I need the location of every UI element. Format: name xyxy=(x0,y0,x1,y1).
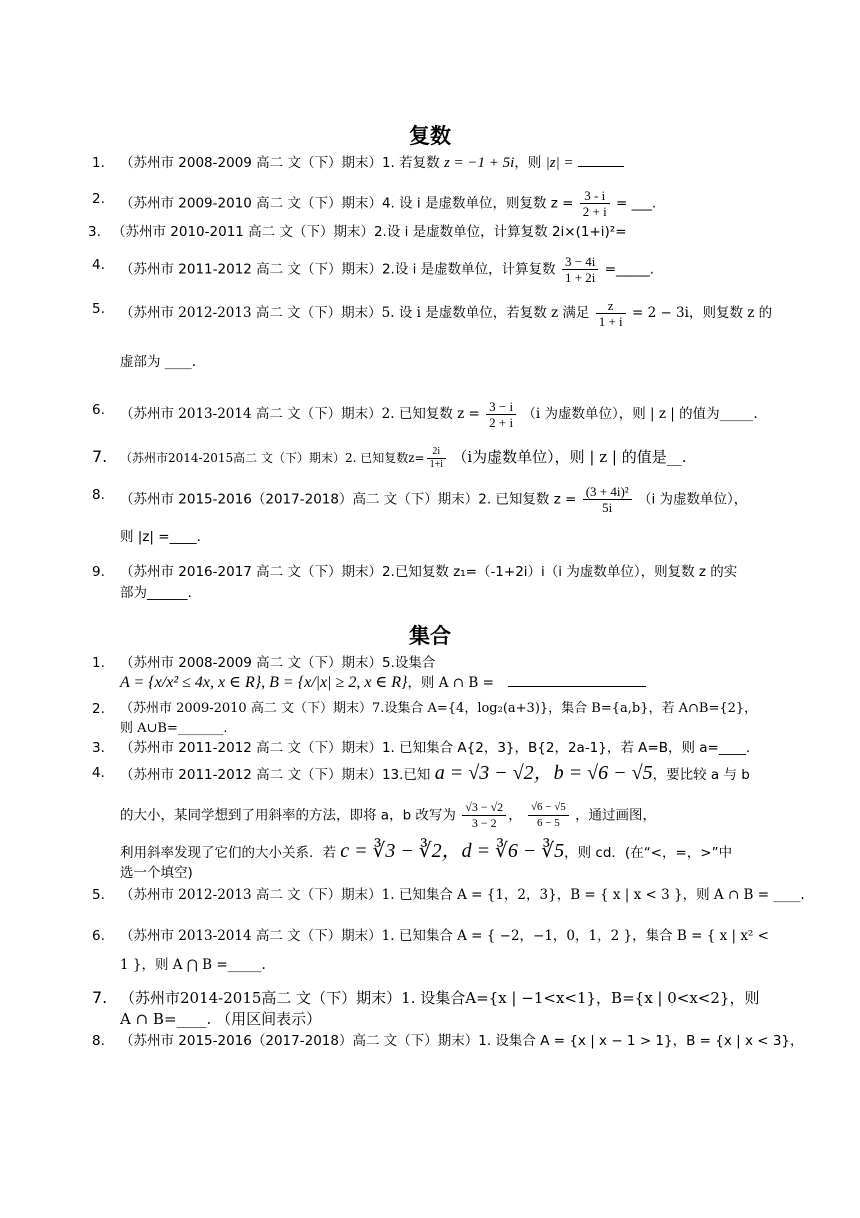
question-number: 8. xyxy=(92,487,105,503)
fraction-numerator: 3 − 4i xyxy=(562,254,598,270)
question-complex-8-cont: 则 |z| =____. xyxy=(120,529,201,545)
fraction-numerator: 2i xyxy=(427,446,446,459)
question-tail: （i 为虚数单位）， xyxy=(638,491,748,508)
question-number: 3. xyxy=(88,224,101,240)
question-text: （苏州市 2008-2009 高二 文（下）期末）5.设集合 xyxy=(120,655,436,671)
answer-blank[interactable] xyxy=(508,674,646,687)
question-text xyxy=(120,298,772,329)
question-source: （苏州市2014-2015高二 文（下）期末）2. 已知复数z= xyxy=(120,451,425,465)
question-sets-4-line2: 的大小，某同学想到了用斜率的方法，即将 a，b 改写为 $\frac{√3 - √2}{3 - 2}$ ， $\frac{√6 - √5}{6 - 5}$ ，通过画图， xyxy=(120,800,657,830)
math-expression: A = {x/x² ≤ 4x, x ∈ R}, B = {x/|x| ≥ 2, x ∈ R} xyxy=(120,674,408,691)
question-text: （苏州市 2010-2011 高二 文（下）期末）2.设 i 是虚数单位，计算复数 2i×(1+i)²= xyxy=(112,224,627,240)
question-text xyxy=(120,152,624,174)
question-number: 2. xyxy=(92,701,105,717)
question-tail: =_____. xyxy=(604,261,655,278)
fraction-denominator: 1 + 2i xyxy=(564,270,596,285)
question-tail: ，则 A ∩ B = xyxy=(407,675,494,691)
question-number: 5. xyxy=(92,887,105,903)
question-text: （苏州市 2011-2012 高二 文（下）期末）1. 已知集合 A{2，3}，B{2，2a-1}，若 A=B，则 a=____. xyxy=(120,740,751,756)
fraction-numerator: (3 + 4i)² xyxy=(583,484,632,500)
fraction xyxy=(462,800,506,831)
question-source: （苏州市 2015-2016（2017-2018）高二 文（下）期末）2. 已知复数 z = xyxy=(120,491,577,508)
question-text: ，通过画图， xyxy=(575,807,657,824)
question-text: 的大小，某同学想到了用斜率的方法，即将 a，b 改写为 xyxy=(120,807,456,824)
fraction xyxy=(583,484,632,515)
question-sets-4-line4: 选一个填空) xyxy=(120,865,193,881)
question-text: （苏州市 2012-2013 高二 文（下）期末）1. 已知集合 A = {1，2，3}，B = { x | x < 3 }，则 A ∩ B = ____. xyxy=(120,887,805,903)
question-text xyxy=(120,188,656,219)
question-text: （苏州市 2016-2017 高二 文（下）期末）2.已知复数 z₁=（-1+2i）i（i 为虚数单位），则复数 z 的实 xyxy=(120,564,738,580)
question-sets-2-cont: 则 A∪B=_______. xyxy=(120,721,228,736)
fraction xyxy=(596,298,626,329)
question-text xyxy=(120,484,747,515)
question-source: （苏州市 2008-2009 高二 文（下）期末）1. 若复数 xyxy=(120,155,440,171)
fraction-numerator: √3 − √2 xyxy=(462,800,506,816)
fraction-denominator: 2 + i xyxy=(489,415,514,430)
fraction-denominator: 5i xyxy=(602,500,613,515)
fraction-numerator: 3 - i xyxy=(580,188,610,204)
question-text xyxy=(120,254,654,285)
question-number: 4. xyxy=(92,257,105,273)
section-title-sets: 集合 xyxy=(409,624,451,648)
question-number: 1. xyxy=(92,655,105,671)
question-text: （苏州市 2009-2010 高二 文（下）期末）7.设集合 A={4，log₂(a+3)}，集合 B={a,b}，若 A∩B={2}， xyxy=(120,701,758,716)
fraction-denominator: 1 + i xyxy=(598,314,623,329)
question-source: （苏州市 2011-2012 高二 文（下）期末）2.设 i 是虚数单位，计算复数 xyxy=(120,261,556,278)
fraction xyxy=(580,188,610,219)
question-complex-5-cont: 虚部为 ____. xyxy=(120,354,197,370)
question-number: 3. xyxy=(92,740,105,756)
math-expression: |z| = xyxy=(545,155,574,171)
question-number: 9. xyxy=(92,564,105,580)
question-source: （苏州市 2013-2014 高二 文（下）期末）2. 已知复数 z = xyxy=(120,406,480,422)
question-tail: = 2 − 3i，则复数 z 的 xyxy=(631,305,773,321)
question-number: 7. xyxy=(92,447,108,466)
fraction-denominator: 1+i xyxy=(429,459,444,470)
question-sets-1-cont xyxy=(120,672,646,694)
fraction xyxy=(528,800,569,831)
fraction xyxy=(562,254,598,285)
question-tail: （i为虚数单位），则 | z | 的值是__. xyxy=(452,448,687,466)
question-text xyxy=(120,399,758,430)
question-number: 6. xyxy=(92,928,105,944)
question-text: 利用斜率发现了它们的大小关系．若 xyxy=(120,845,336,861)
fraction-numerator: √6 − √5 xyxy=(528,800,569,816)
question-tail: ，则 xyxy=(514,155,542,171)
question-number: 1. xyxy=(92,155,105,171)
question-source: （苏州市 2009-2010 高二 文（下）期末）4. 设 i 是虚数单位，则复数 z = xyxy=(120,195,574,212)
fraction-denominator: 2 + i xyxy=(582,204,607,219)
fraction-denominator: 3 − 2 xyxy=(471,816,497,830)
question-number: 4. xyxy=(92,765,105,781)
math-expression: c = ∛3 − ∛2，d = ∛6 − ∛5 xyxy=(340,840,565,862)
math-expression: z = −1 + 5i xyxy=(443,155,515,171)
question-number: 7. xyxy=(92,988,108,1007)
question-text xyxy=(120,446,686,471)
question-text: （苏州市2014-2015高二 文（下）期末）1. 设集合A={x | −1<x<1}，B={x | 0<x<2}，则 xyxy=(120,989,760,1007)
fraction-numerator: z xyxy=(596,298,626,314)
fraction xyxy=(427,446,446,471)
question-number: 5. xyxy=(92,301,105,317)
question-sets-4-line3 xyxy=(120,840,732,864)
fraction xyxy=(486,399,516,430)
question-tail: ，要比较 a 与 b xyxy=(652,767,750,783)
question-text: （苏州市 2015-2016（2017-2018）高二 文（下）期末）1. 设集合 A = {x | x − 1 > 1}，B = {x | x < 3}， xyxy=(120,1033,804,1049)
question-sets-7-cont: A ∩ B=____. （用区间表示） xyxy=(120,1010,322,1028)
question-text: ，则 cd．(在“<，=，>”中 xyxy=(564,845,733,861)
question-text: （苏州市 2013-2014 高二 文（下）期末）1. 已知集合 A = { −2，−1，0，1，2 }，集合 B = { x | x² < xyxy=(120,928,769,944)
question-number: 2. xyxy=(92,191,105,207)
fraction-denominator: 6 − 5 xyxy=(537,817,560,829)
question-tail: （i 为虚数单位），则 | z | 的值为_____. xyxy=(522,406,758,422)
question-tail: = ___. xyxy=(616,195,657,212)
math-expression: a = √3 − √2，b = √6 − √5 xyxy=(434,762,653,784)
question-number: 6. xyxy=(92,402,105,418)
answer-blank[interactable] xyxy=(578,154,624,167)
question-source: （苏州市 2012-2013 高二 文（下）期末）5. 设 i 是虚数单位，若复数 z 满足 xyxy=(120,305,590,321)
section-title-complex: 复数 xyxy=(409,124,451,148)
fraction-numerator: 3 − i xyxy=(486,399,516,415)
question-complex-9-cont: 部为______. xyxy=(120,585,192,601)
question-source: （苏州市 2011-2012 高二 文（下）期末）13.已知 xyxy=(120,767,431,783)
question-sets-6-cont: 1 }，则 A ⋂ B =_____. xyxy=(120,957,266,973)
question-text xyxy=(120,762,750,786)
question-number: 8. xyxy=(92,1033,105,1049)
